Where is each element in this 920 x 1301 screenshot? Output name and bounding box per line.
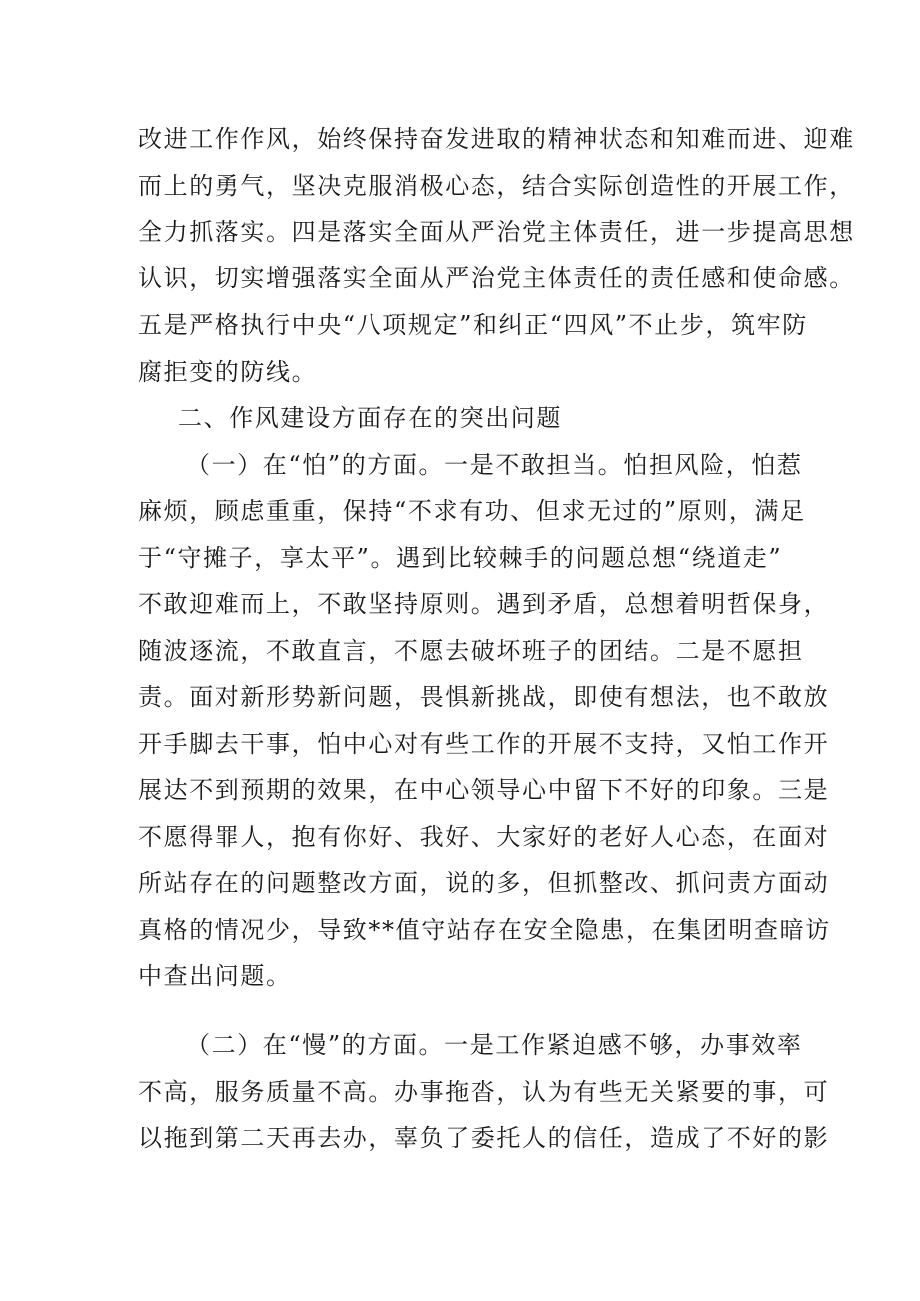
body-text-line: 不高，服务质量不高。办事拖沓，认为有些无关紧要的事，可 (138, 1078, 830, 1106)
body-text-line: 展达不到预期的效果，在中心领导心中留下不好的印象。三是 (138, 776, 830, 804)
body-text-line: 腐拒变的防线。 (138, 358, 318, 386)
body-text-line: 真格的情况少，导致**值守站存在安全隐患，在集团明查暗访 (138, 916, 831, 944)
body-text-line: （一）在“怕”的方面。一是不敢担当。怕担风险，怕惹 (186, 451, 803, 479)
body-text-line: 认识，切实增强落实全面从严治党主体责任的责任感和使命感。 (138, 264, 855, 292)
body-text-line: 而上的勇气，坚决克服消极心态，结合实际创造性的开展工作， (138, 172, 855, 200)
body-text-line: 全力抓落实。四是落实全面从严治党主体责任，进一步提高思想 (138, 218, 855, 246)
body-text-line: 五是严格执行中央“八项规定”和纠正“四风”不止步，筑牢防 (138, 311, 808, 339)
body-text-line: 改进工作作风，始终保持奋发进取的精神状态和知难而进、迎难 (138, 125, 855, 153)
body-text-line: 所站存在的问题整改方面，说的多，但抓整改、抓问责方面动 (138, 869, 830, 897)
body-text-line: 麻烦，顾虑重重，保持“不求有功、但求无过的”原则，满足 (138, 497, 806, 525)
body-text-line: 开手脚去干事，怕中心对有些工作的开展不支持，又怕工作开 (138, 730, 830, 758)
body-text-line: 中查出问题。 (138, 962, 292, 990)
body-text-line: 随波逐流，不敢直言，不愿去破坏班子的团结。二是不愿担 (138, 637, 804, 665)
section-heading: 二、作风建设方面存在的突出问题 (178, 404, 562, 432)
body-text-line: （二）在“慢”的方面。一是工作紧迫感不够，办事效率 (186, 1031, 803, 1059)
body-text-line: 责。面对新形势新问题，畏惧新挑战，即使有想法，也不敢放 (138, 683, 830, 711)
body-text-line: 以拖到第二天再去办，辜负了委托人的信任，造成了不好的影 (138, 1124, 830, 1152)
body-text-line: 于“守摊子，享太平”。遇到比较棘手的问题总想“绕道走” (138, 544, 783, 572)
body-text-line: 不敢迎难而上，不敢坚持原则。遇到矛盾，总想着明哲保身， (138, 590, 830, 618)
body-text-line: 不愿得罪人，抱有你好、我好、大家好的老好人心态，在面对 (138, 823, 830, 851)
